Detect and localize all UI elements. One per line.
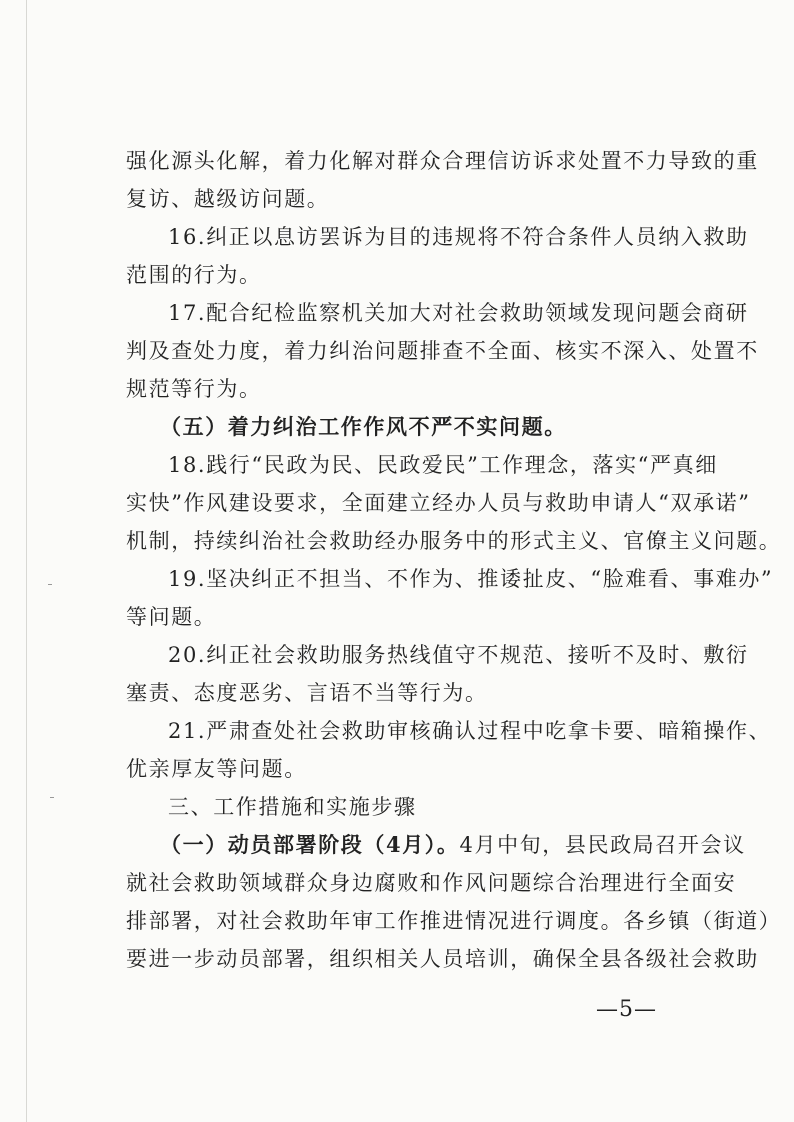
section-heading-5: （五）着力纠治工作作风不严不实问题。 — [160, 414, 567, 439]
paragraph-line: 要进一步动员部署，组织相关人员培训，确保全县各级社会救助 — [126, 947, 759, 971]
subsection-heading-1-title: （一）动员部署阶段（4月）。 — [160, 832, 460, 857]
item-20-line: 塞责、态度恶劣、言语不当等行为。 — [126, 681, 488, 705]
scan-edge-line — [26, 0, 27, 1122]
item-18-line: 实快”作风建设要求，全面建立经办人员与救助申请人“双承诺” — [126, 491, 751, 515]
item-17-line: 17.配合纪检监察机关加大对社会救助领域发现问题会商研 — [168, 301, 749, 325]
item-18-line: 机制，持续纠治社会救助经办服务中的形式主义、官僚主义问题。 — [126, 529, 782, 553]
scan-speck — [50, 797, 54, 798]
item-16-line: 16.纠正以息访罢诉为目的违规将不符合条件人员纳入救助 — [168, 225, 749, 249]
scan-speck — [48, 584, 52, 585]
item-20-line: 20.纠正社会救助服务热线值守不规范、接听不及时、敷衍 — [168, 643, 749, 667]
paragraph-line: 排部署，对社会救助年审工作推进情况进行调度。各乡镇（街道） — [126, 909, 782, 933]
item-21-line: 优亲厚友等问题。 — [126, 757, 307, 781]
paragraph-line: 就社会救助领域群众身边腐败和作风问题综合治理进行全面安 — [126, 871, 737, 895]
item-17-line: 规范等行为。 — [126, 377, 262, 401]
paragraph-line: 复访、越级访问题。 — [126, 187, 330, 211]
item-19-line: 等问题。 — [126, 605, 217, 629]
item-17-line: 判及查处力度，着力纠治问题排查不全面、核实不深入、处置不 — [126, 339, 759, 363]
paragraph-line: 强化源头化解，着力化解对群众合理信访诉求处置不力导致的重 — [126, 149, 759, 173]
page-number: —5— — [596, 997, 657, 1022]
subsection-heading-1 — [160, 830, 746, 860]
item-21-line: 21.严肃查处社会救助审核确认过程中吃拿卡要、暗箱操作、 — [168, 719, 772, 743]
section-heading-3: 三、工作措施和实施步骤 — [168, 795, 417, 819]
item-18-line: 18.践行“民政为民、民政爱民”工作理念，落实“严真细 — [168, 453, 718, 477]
item-19-line: 19.坚决纠正不担当、不作为、推诿扯皮、“脸难看、事难办” — [168, 567, 774, 591]
item-16-line: 范围的行为。 — [126, 263, 262, 287]
subsection-heading-1-text: 4月中旬，县民政局召开会议 — [459, 833, 746, 857]
